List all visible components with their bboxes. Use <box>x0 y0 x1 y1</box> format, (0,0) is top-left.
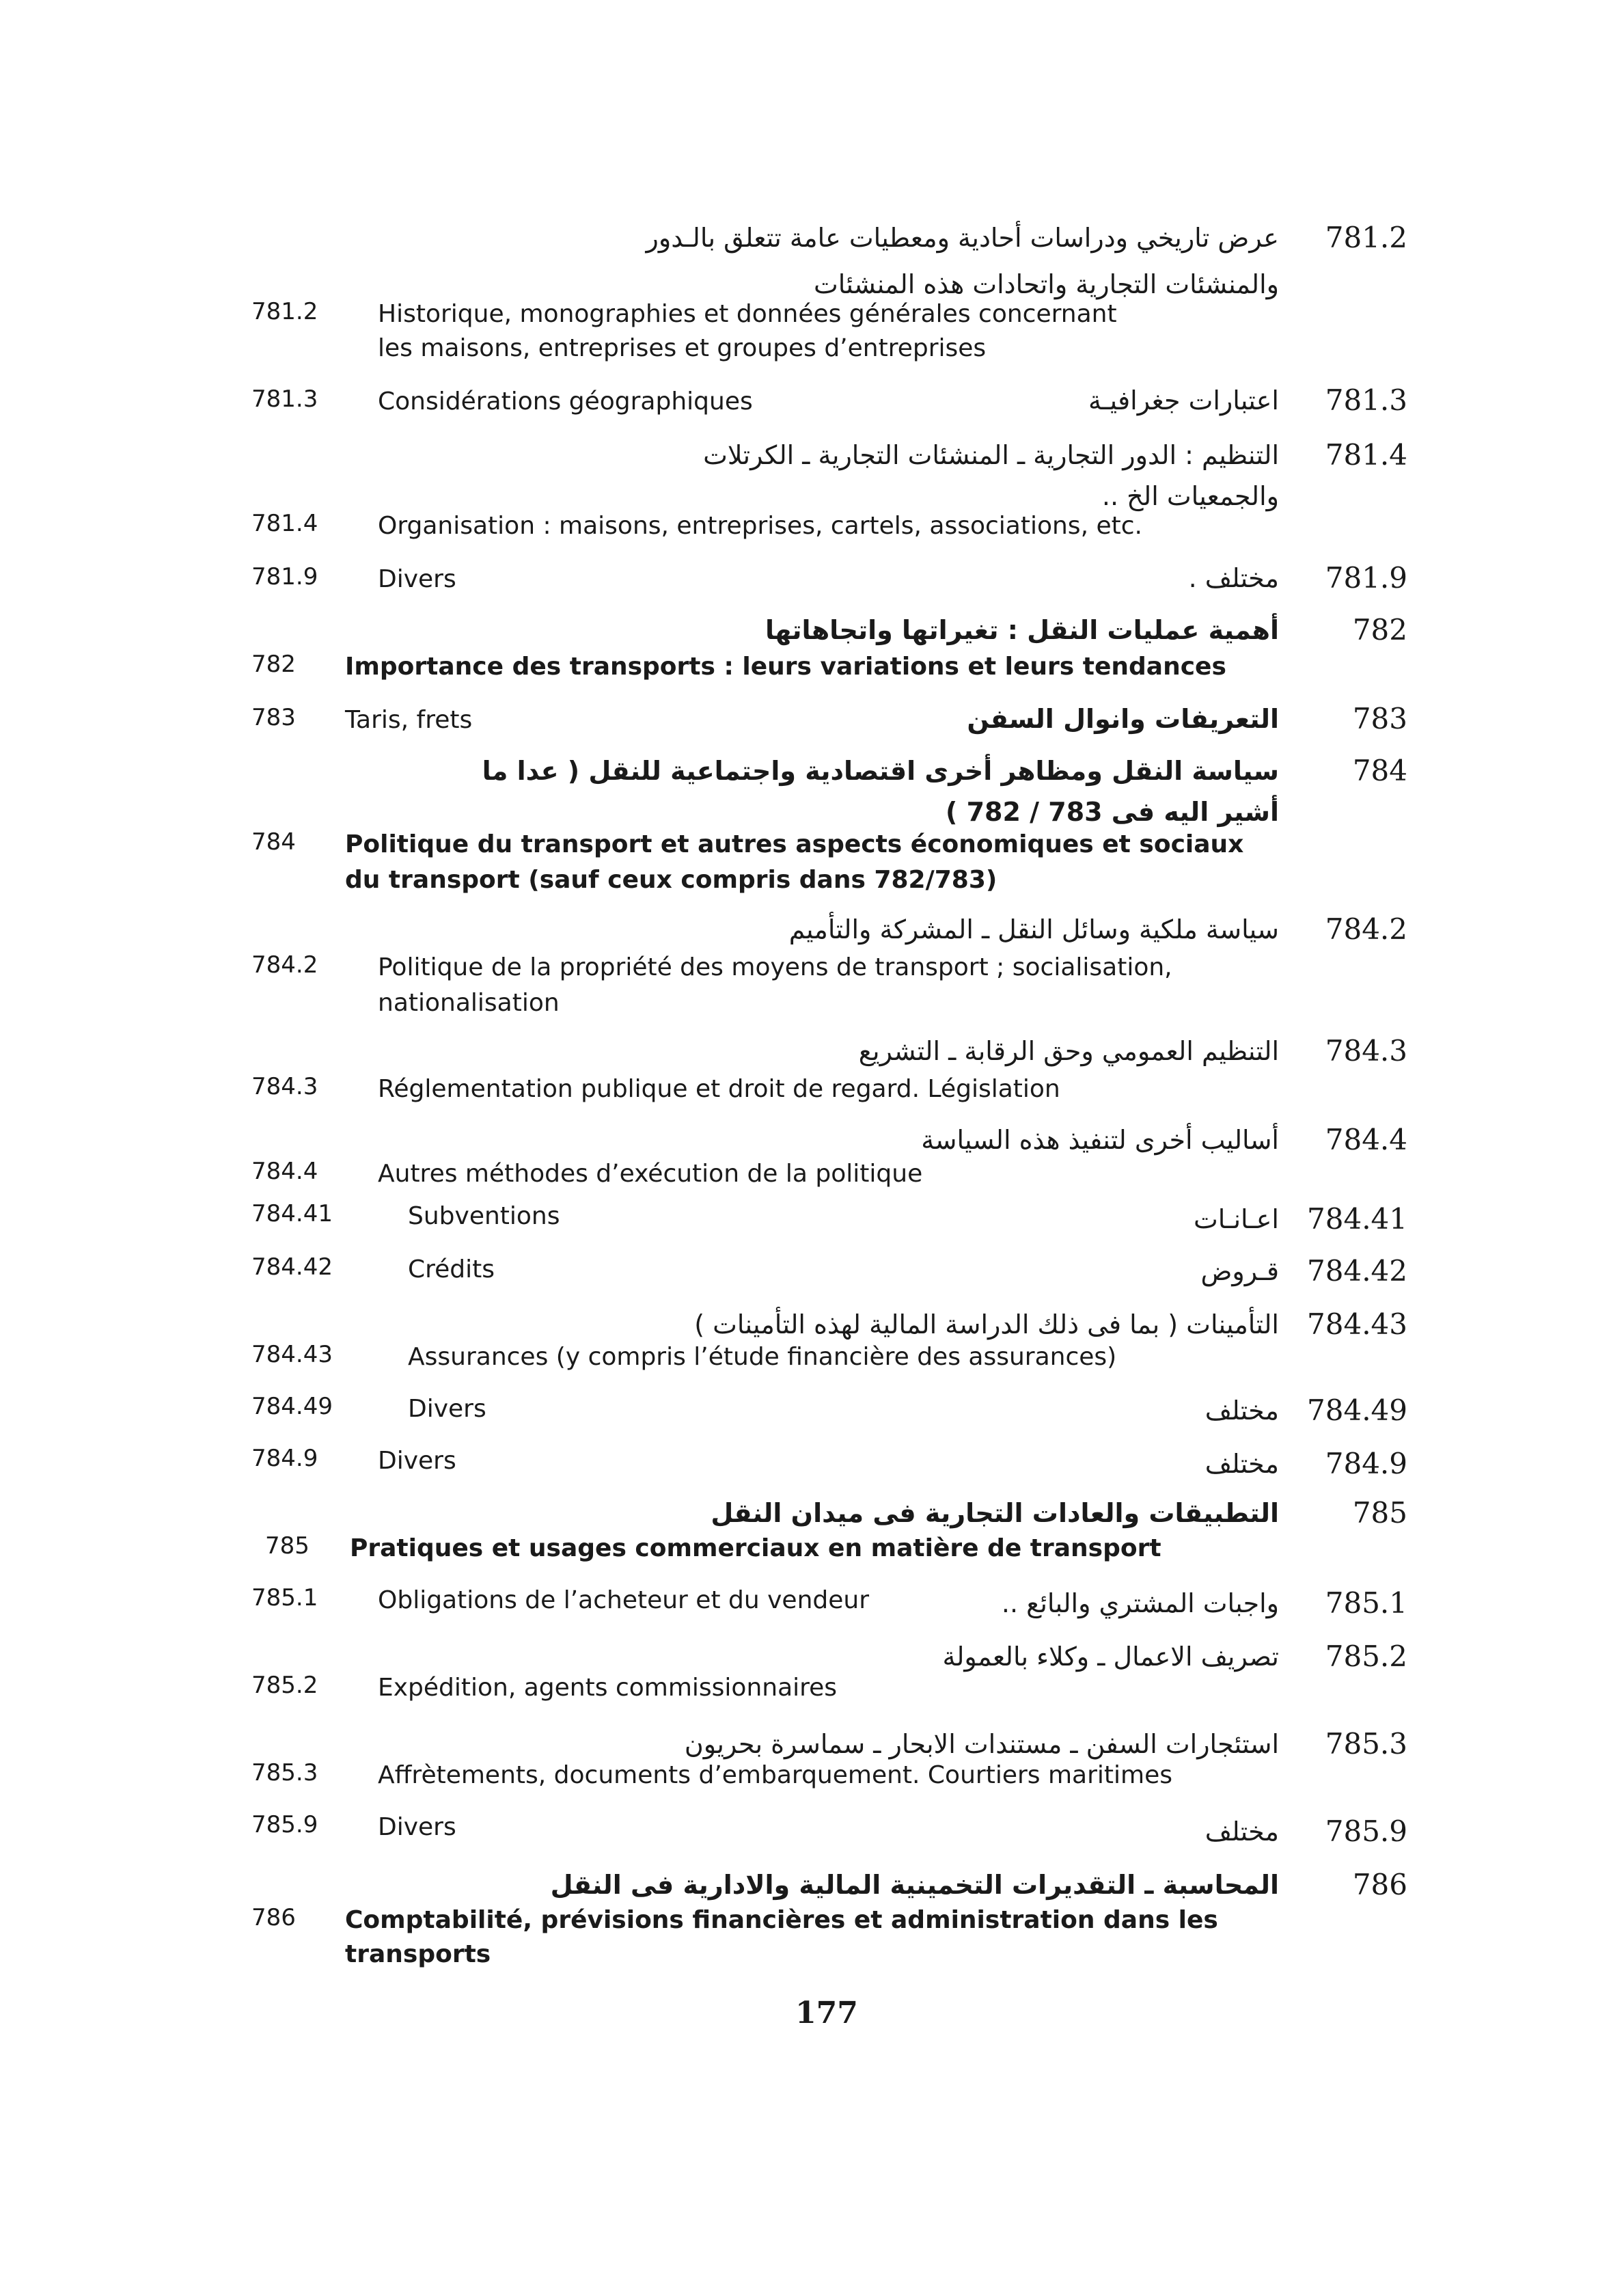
class-number: 784.49 <box>251 1393 333 1420</box>
arabic-heading: مختلف <box>1205 1396 1279 1426</box>
french-entry-785-2 <box>0 1669 1624 1710</box>
class-number: 785 <box>265 1532 309 1560</box>
french-entry-784-49 <box>0 1390 1624 1431</box>
arabic-heading: التطبيقات والعادات التجارية فى ميدان النقل <box>711 1498 1279 1528</box>
class-number: 785.1 <box>251 1584 318 1612</box>
arabic-class-number: 785.1 <box>1325 1586 1407 1620</box>
class-number: 781.3 <box>251 385 318 413</box>
arabic-heading: التنظيم العمومي وحق الرقابة ـ التشريع <box>858 1036 1279 1066</box>
french-entry-781-9 <box>0 560 1624 601</box>
arabic-heading: اعـانـات <box>1193 1204 1279 1234</box>
class-number: 784.4 <box>251 1158 318 1185</box>
arabic-class-number: 782 <box>1352 613 1407 647</box>
french-heading: Autres méthodes d’exécution de la politique <box>378 1160 923 1188</box>
arabic-class-number: 783 <box>1352 702 1407 735</box>
page-number: 177 <box>795 1996 858 2030</box>
arabic-heading: مختلف <box>1205 1817 1279 1847</box>
arabic-class-number: 784.49 <box>1307 1393 1407 1427</box>
arabic-heading: عرض تاريخي ودراسات أحادية ومعطيات عامة تتعلق بالـدور <box>646 223 1279 253</box>
arabic-heading: تصريف الاعمال ـ وكلاء بالعمولة <box>942 1642 1279 1672</box>
arabic-heading: أشير اليه فى 783 / 782 ) <box>945 797 1279 827</box>
french-heading: Taris, frets <box>345 706 473 734</box>
french-entry-784-2-cont <box>0 984 1624 1025</box>
arabic-heading: والمنشئات التجارية واتحادات هذه المنشئات <box>814 269 1279 299</box>
arabic-heading: قـروض <box>1200 1256 1279 1286</box>
class-number: 784.3 <box>251 1073 318 1100</box>
arabic-class-number: 784.4 <box>1325 1123 1407 1156</box>
french-heading: Divers <box>378 565 456 593</box>
french-entry-781-4 <box>0 507 1624 548</box>
french-entry-784-41 <box>0 1197 1624 1238</box>
french-entry-785-1 <box>0 1581 1624 1622</box>
french-heading: Pratiques et usages commerciaux en matière de transport <box>350 1534 1161 1562</box>
french-heading: Divers <box>378 1447 456 1475</box>
class-number: 783 <box>251 704 296 731</box>
french-entry-785-3 <box>0 1756 1624 1797</box>
french-heading: Considérations géographiques <box>378 388 753 416</box>
arabic-class-number: 785.9 <box>1325 1814 1407 1848</box>
class-number: 784.2 <box>251 951 318 979</box>
arabic-heading: سياسة النقل ومظاهر أخرى اقتصادية واجتماعية للنقل ( عدا ما <box>482 756 1279 786</box>
french-entry-781-3 <box>0 383 1624 424</box>
arabic-heading: التعريفات وانوال السفن <box>967 704 1279 734</box>
french-entry-784-9 <box>0 1442 1624 1483</box>
french-heading: nationalisation <box>378 989 560 1017</box>
french-heading: Crédits <box>408 1255 495 1283</box>
arabic-heading: سياسة ملكية وسائل النقل ـ المشركة والتأميم <box>788 914 1279 944</box>
class-number: 785.2 <box>251 1672 318 1699</box>
french-heading: Obligations de l’acheteur et du vendeur <box>378 1586 869 1614</box>
french-heading: Organisation : maisons, entreprises, cartels, associations, etc. <box>378 512 1142 540</box>
arabic-heading: واجبات المشتري والبائع .. <box>1001 1588 1279 1618</box>
class-number: 784.41 <box>251 1200 333 1227</box>
french-entry-784-2 <box>0 949 1624 990</box>
arabic-class-number: 786 <box>1352 1868 1407 1901</box>
arabic-class-number: 784.41 <box>1307 1202 1407 1236</box>
french-heading: Expédition, agents commissionnaires <box>378 1674 838 1702</box>
arabic-class-number: 784.3 <box>1325 1034 1407 1068</box>
french-heading: Réglementation publique et droit de regard. Législation <box>378 1075 1060 1103</box>
arabic-heading: المحاسبة ـ التقديرات التخمينية المالية والادارية فى النقل <box>550 1870 1279 1900</box>
french-entry-786-cont <box>0 1935 1624 1976</box>
class-number: 781.4 <box>251 510 318 537</box>
class-number: 785.3 <box>251 1759 318 1786</box>
french-entry-784-cont <box>0 861 1624 902</box>
arabic-class-number: 785 <box>1352 1496 1407 1530</box>
class-number: 784.42 <box>251 1253 333 1281</box>
french-heading: Politique de la propriété des moyens de transport ; socialisation, <box>378 953 1172 981</box>
french-entry-783 <box>0 701 1624 742</box>
french-entry-785 <box>0 1530 1624 1571</box>
arabic-class-number: 781.4 <box>1325 438 1407 472</box>
french-heading: Importance des transports : leurs variations et leurs tendances <box>345 653 1226 681</box>
french-entry-784-4 <box>0 1155 1624 1196</box>
french-heading: Comptabilité, prévisions financières et administration dans les <box>345 1906 1218 1934</box>
arabic-class-number: 784.2 <box>1325 912 1407 946</box>
arabic-class-number: 784.43 <box>1307 1307 1407 1341</box>
french-heading: Subventions <box>408 1202 560 1230</box>
arabic-heading: استئجارات السفن ـ مستندات الابحار ـ سماسرة بحريون <box>684 1729 1279 1759</box>
french-entry-782 <box>0 648 1624 689</box>
arabic-class-number: 784.42 <box>1307 1254 1407 1288</box>
french-heading: Divers <box>378 1813 456 1841</box>
arabic-class-number: 785.2 <box>1325 1640 1407 1673</box>
class-number: 784.43 <box>251 1341 333 1368</box>
french-heading: Politique du transport et autres aspects économiques et sociaux <box>345 830 1244 858</box>
french-entry-781-2-cont <box>0 329 1624 370</box>
arabic-class-number: 785.3 <box>1325 1727 1407 1760</box>
class-number: 782 <box>251 651 296 678</box>
class-number: 784.9 <box>251 1445 318 1472</box>
arabic-entry-781-2 <box>0 217 1624 265</box>
arabic-heading: التأمينات ( بما فى ذلك الدراسة المالية لهذه التأمينات ) <box>694 1309 1279 1340</box>
french-heading: du transport (sauf ceux compris dans 782/783) <box>345 866 997 894</box>
arabic-heading: والجمعيات الخ .. <box>1101 481 1279 511</box>
french-entry-784-3 <box>0 1070 1624 1111</box>
arabic-heading: مختلف . <box>1188 563 1279 593</box>
arabic-class-number: 784.9 <box>1325 1447 1407 1480</box>
class-number: 784 <box>251 828 296 856</box>
french-heading: les maisons, entreprises et groupes d’entreprises <box>378 334 987 362</box>
french-entry-784-42 <box>0 1251 1624 1292</box>
class-number: 786 <box>251 1904 296 1931</box>
class-number: 781.9 <box>251 563 318 590</box>
arabic-class-number: 781.2 <box>1325 221 1407 254</box>
french-entry-784 <box>0 826 1624 867</box>
arabic-class-number: 781.9 <box>1325 561 1407 595</box>
arabic-heading: أساليب أخرى لتنفيذ هذه السياسة <box>921 1125 1279 1155</box>
french-heading: transports <box>345 1940 491 1968</box>
french-entry-784-43 <box>0 1338 1624 1379</box>
french-heading: Historique, monographies et données générales concernant <box>378 300 1117 328</box>
class-number: 785.9 <box>251 1811 318 1838</box>
class-number: 781.2 <box>251 298 318 325</box>
arabic-heading: التنظيم : الدور التجارية ـ المنشئات التجارية ـ الكرتلات <box>703 440 1279 470</box>
arabic-heading: مختلف <box>1205 1449 1279 1479</box>
french-heading: Assurances (y compris l’étude financière des assurances) <box>408 1343 1117 1371</box>
arabic-heading: أهمية عمليات النقل : تغيراتها واتجاهاتها <box>765 615 1279 645</box>
french-heading: Divers <box>408 1395 486 1423</box>
arabic-class-number: 781.3 <box>1325 383 1407 417</box>
french-entry-785-9 <box>0 1808 1624 1849</box>
french-heading: Affrètements, documents d’embarquement. Courtiers maritimes <box>378 1761 1172 1789</box>
arabic-heading: اعتبارات جغرافيـة <box>1088 385 1279 416</box>
arabic-class-number: 784 <box>1352 754 1407 787</box>
